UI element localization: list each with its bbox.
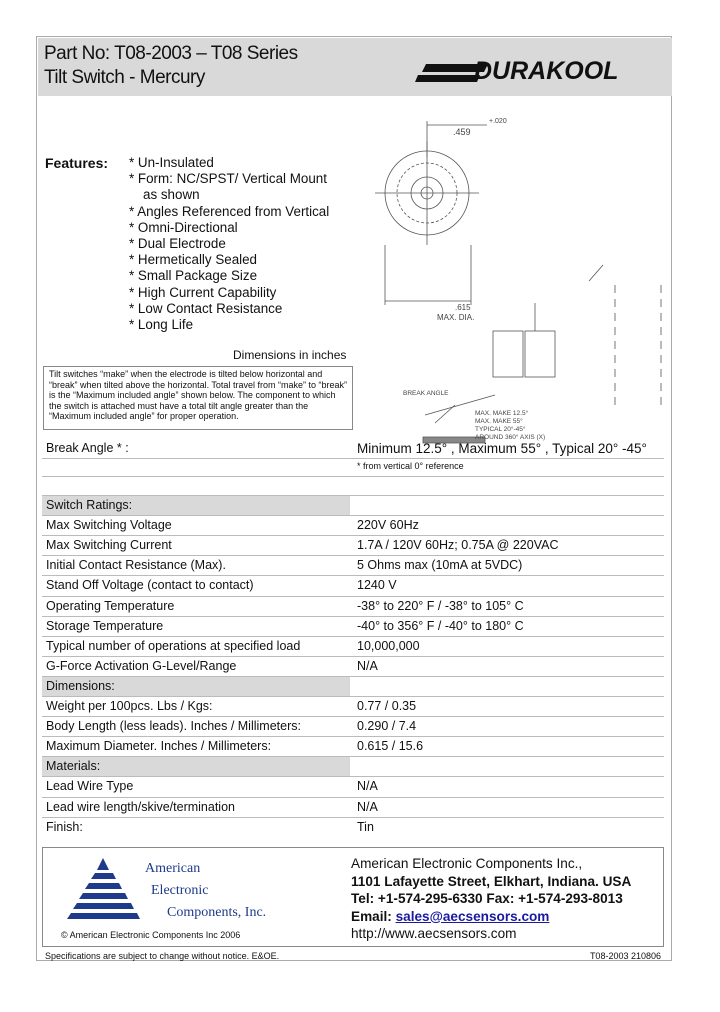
website-link[interactable]: http://www.aecsensors.com: [351, 926, 517, 942]
feature-item: * High Current Capability: [129, 284, 277, 300]
table-row: [42, 576, 664, 596]
spec-table: [42, 439, 664, 837]
spec-label: Lead wire length/skive/termination: [46, 799, 235, 814]
spec-value: -38° to 220° F / -38° to 105° C: [357, 598, 524, 613]
table-row: [42, 657, 664, 677]
dimensions-note: Dimensions in inches: [233, 348, 347, 362]
feature-item: * Dual Electrode: [129, 236, 226, 252]
drawing-note: TYPICAL 20°-45°: [475, 426, 526, 433]
table-row: [42, 477, 664, 496]
spec-label: Operating Temperature: [46, 598, 175, 613]
spec-value: N/A: [357, 799, 378, 814]
aec-name-line: Components, Inc.: [167, 905, 267, 920]
spec-value: 1.7A / 120V 60Hz; 0.75A @ 220VAC: [357, 538, 559, 553]
email-link[interactable]: sales@aecsensors.com: [395, 908, 550, 924]
drawing-note: AROUND 360° AXIS (X): [475, 434, 546, 441]
aec-logo: [63, 856, 293, 926]
aec-name-line: American: [145, 861, 201, 876]
section-heading: [42, 757, 664, 777]
features-label: Features:: [45, 155, 109, 171]
spec-value: 10,000,000: [357, 638, 420, 653]
spec-label: Break Angle * :: [46, 441, 129, 455]
spec-value: 5 Ohms max (10mA at 5VDC): [357, 558, 523, 573]
spec-value: 220V 60Hz: [357, 518, 419, 533]
spec-change-note: Specifications are subject to change without notice. E&OE.: [45, 951, 280, 961]
spec-label: Max Switching Voltage: [46, 518, 172, 533]
feature-item: as shown: [143, 187, 200, 203]
spec-label: G-Force Activation G-Level/Range: [46, 658, 237, 673]
footer-box: [42, 847, 664, 947]
spec-value: N/A: [357, 658, 378, 673]
section-heading: [42, 677, 664, 697]
spec-label: Stand Off Voltage (contact to contact): [46, 578, 254, 593]
spec-value: Minimum 12.5° , Maximum 55° , Typical 20° -45°: [357, 441, 647, 456]
phone-fax: Tel: +1-574-295-6330 Fax: +1-574-293-8013: [351, 891, 623, 907]
spec-label: Body Length (less leads). Inches / Millimeters:: [46, 719, 301, 734]
tilt-description: Tilt switches “make” when the electrode is tilted below horizontal and “break” when tilted above the horizontal. Total travel from “make” to “break” is the “Maximum included angle” shown below. The component to which the switch is attached must have a total tilt angle greater than the “Maximum included angle” for proper operation.: [43, 366, 353, 430]
spec-value: 0.615 / 15.6: [357, 739, 424, 754]
spec-footnote: * from vertical 0° reference: [357, 461, 464, 472]
durakool-logo: [418, 55, 664, 85]
spec-label: Weight per 100pcs. Lbs / Kgs:: [46, 699, 213, 714]
table-row: [42, 737, 664, 757]
datasheet: [36, 36, 672, 961]
feature-item: * Low Contact Resistance: [129, 300, 283, 316]
table-row: [42, 536, 664, 556]
copyright: © American Electronic Components Inc 2006: [61, 930, 241, 940]
document-id: T08-2003 210806: [589, 951, 661, 961]
feature-item: * Un-Insulated: [129, 155, 214, 170]
features-list: [129, 155, 329, 333]
spec-value: 0.77 / 0.35: [357, 699, 417, 714]
table-row: [42, 617, 664, 637]
email-line: [351, 908, 631, 926]
feature-item: * Omni-Directional: [129, 219, 238, 235]
logo-wordmark: DURAKOOL: [474, 57, 619, 85]
table-row: [42, 777, 664, 797]
header-bar: [38, 38, 672, 96]
table-row: [42, 798, 664, 818]
table-row: [42, 556, 664, 576]
spec-label: Initial Contact Resistance (Max).: [46, 558, 226, 573]
section-heading: [42, 496, 664, 516]
drawing-break-angle-label: BREAK ANGLE: [403, 390, 449, 397]
aec-name-line: Electronic: [151, 883, 209, 898]
drawing-note: MAX. MAKE 12.5°: [475, 410, 529, 417]
spec-label: Storage Temperature: [46, 618, 164, 633]
contact-block: [351, 855, 631, 943]
feature-item: * Angles Referenced from Vertical: [129, 203, 330, 219]
drawing-diameter-caption: MAX. DIA.: [437, 313, 475, 322]
section-title: Materials:: [46, 759, 101, 774]
spec-value: 0.290 / 7.4: [357, 719, 417, 734]
spec-value: 1240 V: [357, 578, 397, 593]
spec-value: N/A: [357, 779, 378, 794]
table-row: [42, 697, 664, 717]
drawing-tolerance-label: +.020: [489, 118, 507, 125]
spec-label: Finish:: [46, 819, 83, 834]
section-title: Switch Ratings:: [46, 498, 133, 513]
spec-value: Tin: [357, 819, 374, 834]
table-row: [42, 516, 664, 536]
feature-item: * Small Package Size: [129, 268, 258, 284]
section-title: Dimensions:: [46, 678, 115, 693]
feature-item: * Form: NC/SPST/ Vertical Mount: [129, 171, 327, 187]
drawing-dim-label: .459: [453, 127, 471, 137]
table-row: [42, 439, 664, 459]
part-number-title: Part No: T08-2003 – T08 Series: [44, 43, 298, 64]
table-row: [42, 597, 664, 617]
spec-value: -40° to 356° F / -40° to 180° C: [357, 618, 524, 633]
table-row: [42, 637, 664, 657]
spec-label: Lead Wire Type: [46, 779, 134, 794]
drawing-diameter-label: .615: [455, 303, 471, 312]
spec-label: Max Switching Current: [46, 538, 172, 553]
feature-item: * Long Life: [129, 317, 194, 333]
feature-item: * Hermetically Sealed: [129, 252, 258, 268]
company-address: 1101 Lafayette Street, Elkhart, Indiana. USA: [351, 873, 632, 889]
product-type-title: Tilt Switch - Mercury: [44, 67, 205, 88]
spec-label: Typical number of operations at specified load: [46, 638, 301, 653]
table-row: [42, 818, 664, 837]
drawing-note: MAX. MAKE 55°: [475, 418, 523, 425]
table-row: [42, 459, 664, 477]
company-name: American Electronic Components Inc.,: [351, 856, 583, 871]
email-label: Email:: [351, 908, 396, 924]
table-row: [42, 717, 664, 737]
spec-label: Maximum Diameter. Inches / Millimeters:: [46, 739, 272, 754]
switch-dimension-drawing: [375, 105, 675, 441]
